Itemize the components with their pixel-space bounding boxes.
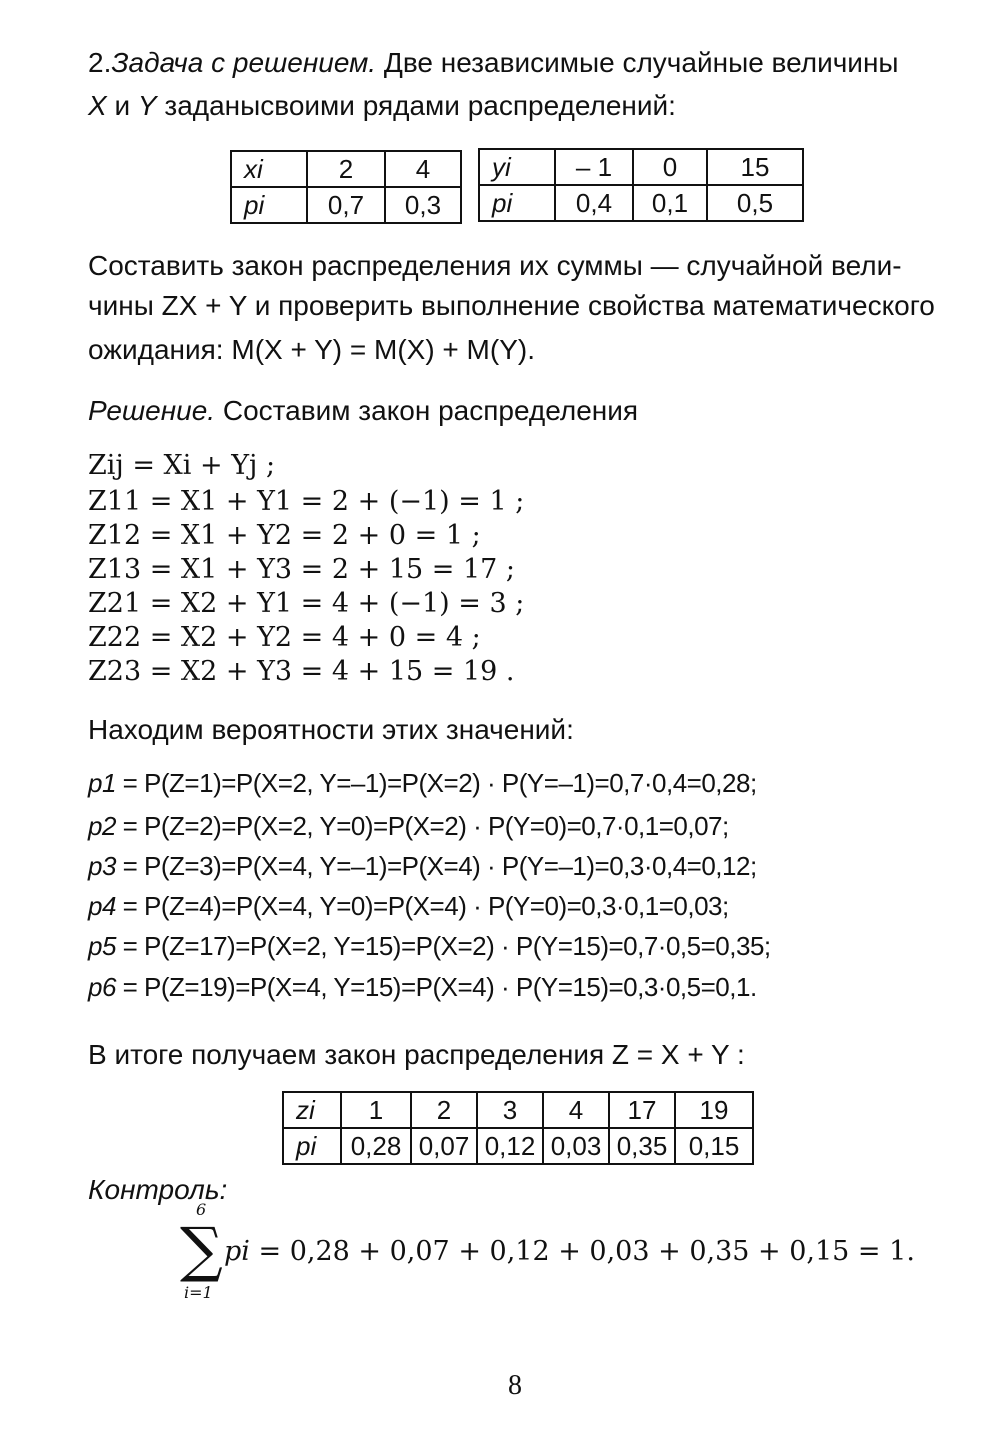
table-z bbox=[282, 1091, 754, 1165]
probs-heading: Находим вероятности этих значений: bbox=[88, 714, 574, 745]
table-cell: 0,7 bbox=[307, 187, 385, 223]
table-cell: 0,35 bbox=[609, 1128, 675, 1164]
prob-expr: = P(Z=19)=P(X=4, Y=15)=P(X=4) · P(Y=15)=0,3·0,5=0,1. bbox=[115, 972, 757, 1002]
intro-text2: заданысвоими рядами распределений: bbox=[156, 90, 676, 121]
problem-intro-line2 bbox=[88, 88, 676, 124]
sum-term: pi bbox=[224, 1236, 250, 1267]
prob-symbol: p5 bbox=[88, 931, 116, 961]
table-cell: 0,07 bbox=[411, 1128, 477, 1164]
var-y: Y bbox=[137, 90, 157, 121]
equation: Z21 = X2 + Y1 = 4 + (−1) = 3 ; bbox=[88, 588, 525, 619]
task-line3: ожидания: M(X + Y) = M(X) + M(Y). bbox=[88, 334, 535, 365]
table-cell: 17 bbox=[609, 1092, 675, 1128]
probability-line bbox=[88, 931, 771, 962]
table-cell: 1 bbox=[341, 1092, 411, 1128]
probability-line bbox=[88, 768, 757, 799]
table-row bbox=[283, 1128, 753, 1164]
probability-line bbox=[88, 851, 757, 882]
table-cell: 0,1 bbox=[633, 185, 707, 221]
table-cell: 0,5 bbox=[707, 185, 803, 221]
table-cell: 3 bbox=[477, 1092, 543, 1128]
table-cell: xi bbox=[231, 151, 307, 187]
sum-upper-limit: 6 bbox=[196, 1200, 207, 1219]
table-row bbox=[479, 149, 803, 185]
table-cell: 19 bbox=[675, 1092, 753, 1128]
equation: Z13 = X1 + Y3 = 2 + 15 = 17 ; bbox=[88, 554, 516, 585]
prob-symbol: p2 bbox=[88, 811, 116, 841]
table-cell: 0,28 bbox=[341, 1128, 411, 1164]
var-x: X bbox=[88, 90, 107, 121]
table-cell: 2 bbox=[411, 1092, 477, 1128]
sum-lower-limit: i=1 bbox=[184, 1283, 213, 1302]
task-line2: чины ZX + Y и проверить выполнение свойства математического bbox=[88, 290, 935, 321]
table-cell: 0,15 bbox=[675, 1128, 753, 1164]
prob-symbol: p6 bbox=[88, 972, 116, 1002]
solution-intro bbox=[88, 393, 638, 429]
probability-line bbox=[88, 811, 729, 842]
table-cell: 15 bbox=[707, 149, 803, 185]
task-line1: Составить закон распределения их суммы — случайной вели- bbox=[88, 250, 902, 281]
table-cell: 0,12 bbox=[477, 1128, 543, 1164]
prob-symbol: p4 bbox=[88, 891, 116, 921]
table-row bbox=[231, 187, 461, 223]
solution-text: Составим закон распределения bbox=[215, 395, 639, 426]
table-cell: yi bbox=[479, 149, 555, 185]
prob-expr: = P(Z=4)=P(X=4, Y=0)=P(X=4) · P(Y=0)=0,3·0,1=0,03; bbox=[115, 891, 729, 921]
table-cell: 4 bbox=[385, 151, 461, 187]
equation: Z12 = X1 + Y2 = 2 + 0 = 1 ; bbox=[88, 520, 481, 551]
table-x bbox=[230, 150, 462, 224]
table-cell: 0,03 bbox=[543, 1128, 609, 1164]
prob-expr: = P(Z=1)=P(X=2, Y=–1)=P(X=2) · P(Y=–1)=0,7·0,4=0,28; bbox=[115, 768, 757, 798]
table-cell: pi bbox=[283, 1128, 341, 1164]
prob-symbol: p1 bbox=[88, 768, 116, 798]
table-cell: 2 bbox=[307, 151, 385, 187]
table-cell: – 1 bbox=[555, 149, 633, 185]
table-cell: pi bbox=[231, 187, 307, 223]
equation: Zij = Xi + Yj ; bbox=[88, 450, 276, 481]
probability-line bbox=[88, 891, 729, 922]
equation: Z11 = X1 + Y1 = 2 + (−1) = 1 ; bbox=[88, 486, 525, 517]
table-row bbox=[283, 1092, 753, 1128]
table-cell: 0,3 bbox=[385, 187, 461, 223]
prob-expr: = P(Z=17)=P(X=2, Y=15)=P(X=2) · P(Y=15)=0,7·0,5=0,35; bbox=[115, 931, 771, 961]
table-cell: zi bbox=[283, 1092, 341, 1128]
conj: и bbox=[106, 90, 138, 121]
table-cell: 0,4 bbox=[555, 185, 633, 221]
sum-icon: ∑ bbox=[180, 1215, 223, 1285]
prob-symbol: p3 bbox=[88, 851, 116, 881]
sum-expr: = 0,28 + 0,07 + 0,12 + 0,03 + 0,35 + 0,15 = 1. bbox=[249, 1236, 915, 1267]
control-label: Контроль: bbox=[88, 1174, 228, 1205]
probability-line bbox=[88, 972, 757, 1003]
result-heading: В итоге получаем закон распределения Z = X + Y : bbox=[88, 1039, 745, 1070]
problem-intro-line1 bbox=[88, 45, 899, 81]
table-cell: 4 bbox=[543, 1092, 609, 1128]
table-cell: pi bbox=[479, 185, 555, 221]
problem-title: Задача с решением. bbox=[111, 47, 377, 78]
equation: Z22 = X2 + Y2 = 4 + 0 = 4 ; bbox=[88, 622, 481, 653]
table-row bbox=[479, 185, 803, 221]
table-cell: 0 bbox=[633, 149, 707, 185]
table-y bbox=[478, 148, 804, 222]
page-number: 8 bbox=[508, 1370, 522, 1401]
solution-label: Решение. bbox=[88, 395, 216, 426]
prob-expr: = P(Z=2)=P(X=2, Y=0)=P(X=2) · P(Y=0)=0,7·0,1=0,07; bbox=[115, 811, 729, 841]
prob-expr: = P(Z=3)=P(X=4, Y=–1)=P(X=4) · P(Y=–1)=0,3·0,4=0,12; bbox=[115, 851, 757, 881]
intro-text1: Две независимые случайные величины bbox=[383, 47, 899, 78]
problem-number: 2. bbox=[88, 47, 112, 78]
equation: Z23 = X2 + Y3 = 4 + 15 = 19 . bbox=[88, 656, 515, 687]
control-equation bbox=[224, 1236, 915, 1267]
table-row bbox=[231, 151, 461, 187]
